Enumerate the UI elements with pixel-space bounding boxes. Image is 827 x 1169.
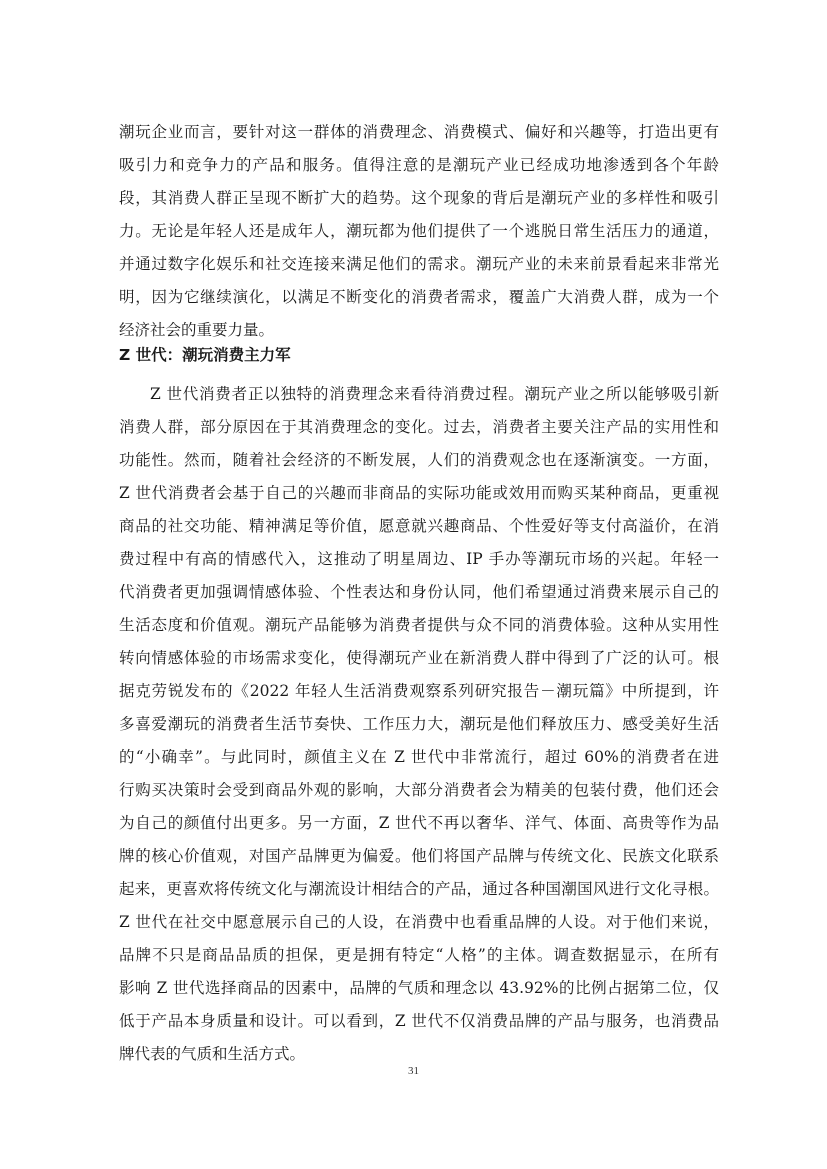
text-line: 经济社会的重要力量。 <box>119 321 275 339</box>
text-line: 段，其消费人群正呈现不断扩大的趋势。这个现象的背后是潮玩产业的多样性和吸引 <box>119 189 719 207</box>
text-line: 据克劳锐发布的《2022 年轻人生活消费观察系列研究报告－潮玩篇》中所提到，许 <box>119 682 719 700</box>
text-line: Z 世代消费者会基于自己的兴趣而非商品的实际功能或效用而购买某种商品，更重视 <box>119 484 719 502</box>
text-line: 潮玩企业而言，要针对这一群体的消费理念、消费模式、偏好和兴趣等，打造出更有 <box>119 123 719 141</box>
text-line: 生活态度和价值观。潮玩产品能够为消费者提供与众不同的消费体验。这种从实用性 <box>119 616 719 634</box>
text-line: 明，因为它继续演化，以满足不断变化的消费者需求，覆盖广大消费人群，成为一个 <box>119 288 719 306</box>
text-line: 并通过数字化娱乐和社交连接来满足他们的需求。潮玩产业的未来前景看起来非常光 <box>119 255 719 273</box>
text-line: Z 世代消费者正以独特的消费理念来看待消费过程。潮玩产业之所以能够吸引新 <box>150 385 719 403</box>
section-heading: Z 世代：潮玩消费主力军 <box>119 346 291 364</box>
text-line: 商品的社交功能、精神满足等价值，愿意就兴趣商品、个性爱好等支付高溢价，在消 <box>119 517 719 535</box>
text-line: 品牌不只是商品品质的担保，更是拥有特定“人格”的主体。调查数据显示，在所有 <box>119 946 719 964</box>
text-line: 功能性。然而，随着社会经济的不断发展，人们的消费观念也在逐渐演变。一方面， <box>119 451 719 469</box>
text-line: 行购买决策时会受到商品外观的影响，大部分消费者会为精美的包装付费，他们还会 <box>119 781 719 799</box>
text-line: Z 世代在社交中愿意展示自己的人设，在消费中也看重品牌的人设。对于他们来说， <box>119 913 719 931</box>
text-line: 的“小确幸”。与此同时，颜值主义在 Z 世代中非常流行，超过 60%的消费者在进 <box>119 748 719 766</box>
text-line: 费过程中有高的情感代入，这推动了明星周边、IP 手办等潮玩市场的兴起。年轻一 <box>119 550 719 568</box>
text-line: 代消费者更加强调情感体验、个性表达和身份认同，他们希望通过消费来展示自己的 <box>119 583 719 601</box>
text-line: 转向情感体验的市场需求变化，使得潮玩产业在新消费人群中得到了广泛的认可。根 <box>119 649 719 667</box>
text-line: 消费人群，部分原因在于其消费理念的变化。过去，消费者主要关注产品的实用性和 <box>119 418 719 436</box>
text-line: 起来，更喜欢将传统文化与潮流设计相结合的产品，通过各种国潮国风进行文化寻根。 <box>119 880 719 898</box>
text-line: 牌代表的气质和生活方式。 <box>119 1045 306 1063</box>
text-line: 牌的核心价值观，对国产品牌更为偏爱。他们将国产品牌与传统文化、民族文化联系 <box>119 847 719 865</box>
page-number: 31 <box>408 1065 419 1077</box>
text-line: 多喜爱潮玩的消费者生活节奏快、工作压力大，潮玩是他们释放压力、感受美好生活 <box>119 715 719 733</box>
text-line: 为自己的颜值付出更多。另一方面，Z 世代不再以奢华、洋气、体面、高贵等作为品 <box>119 814 719 832</box>
text-line: 吸引力和竞争力的产品和服务。值得注意的是潮玩产业已经成功地渗透到各个年龄 <box>119 156 719 174</box>
text-line: 低于产品本身质量和设计。可以看到，Z 世代不仅消费品牌的产品与服务，也消费品 <box>119 1012 719 1030</box>
text-line: 影响 Z 世代选择商品的因素中，品牌的气质和理念以 43.92%的比例占据第二位，仅 <box>119 979 719 997</box>
text-line: 力。无论是年轻人还是成年人，潮玩都为他们提供了一个逃脱日常生活压力的通道， <box>119 222 719 240</box>
